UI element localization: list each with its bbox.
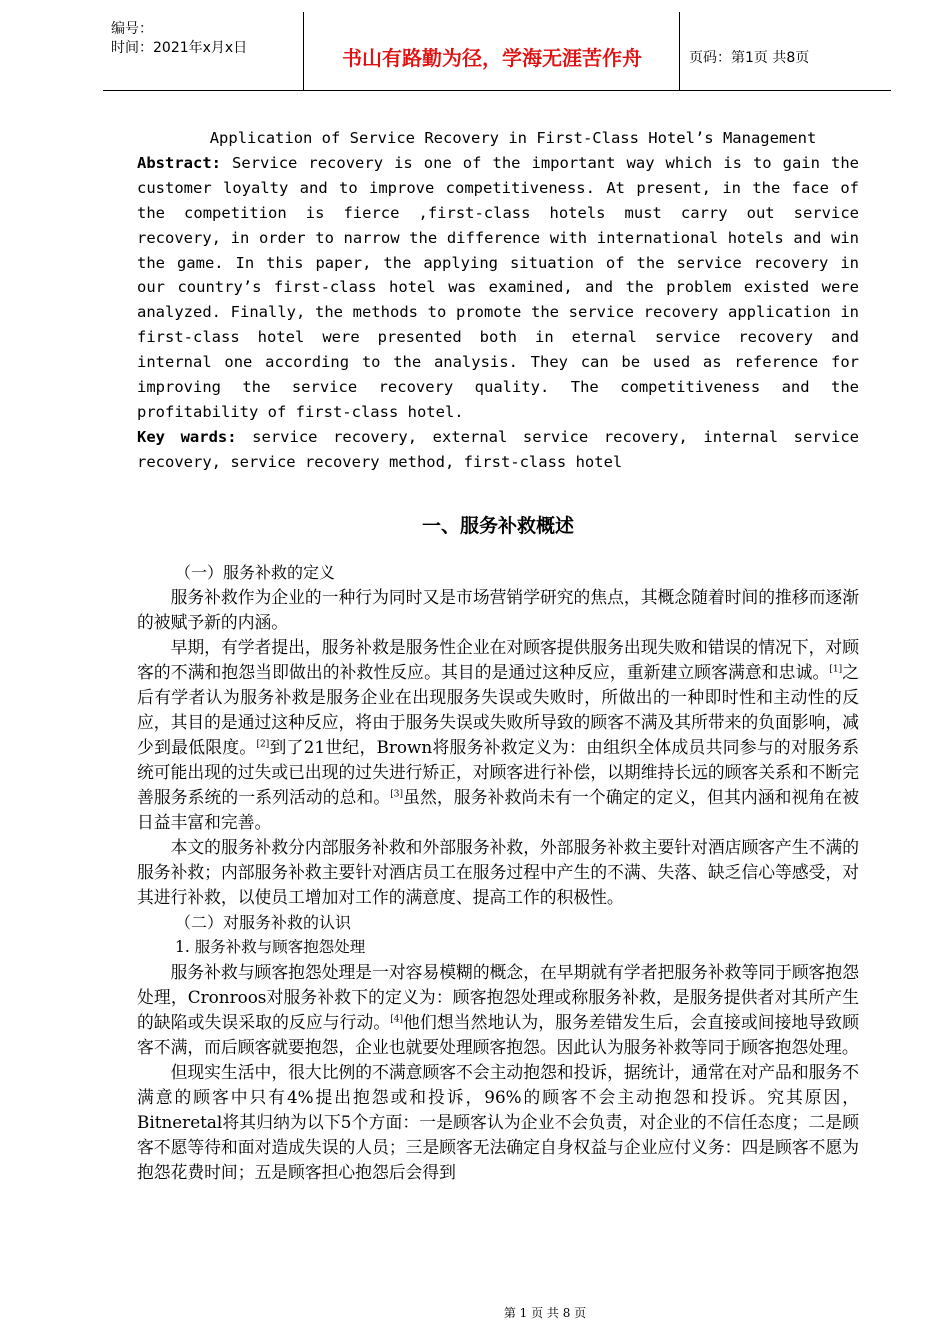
- paragraph: [137, 960, 859, 1060]
- citation: [2]: [256, 739, 270, 750]
- abstract-text: Service recovery is one of the important way which is to gain the customer loyalty and to improve competitiveness. At present, in the face of the competition is fierce ,first-class hotels must carry out service recovery, in order to narrow the difference with international hotels and win the game. In this paper, the applying situation of the service recovery in our country’s first-class hotel was examined, and the problem existed were analyzed. Finally, the methods to promote the service recovery application in first-class hotel were presented both in eternal service recovery and internal one according to the analysis. They can be used as reference for improving the service recovery quality. The competitiveness and the profitability of first-class hotel.: [137, 153, 859, 421]
- header-divider: [303, 12, 304, 90]
- page-header: [103, 12, 891, 91]
- keywords: [137, 425, 859, 475]
- header-meta: [111, 20, 247, 58]
- page-footer: 第 1 页 共 8 页: [503, 1306, 587, 1320]
- number-label: 编号：: [111, 21, 153, 37]
- header-motto: 书山有路勤为径，学海无涯苦作舟: [342, 46, 642, 70]
- header-page-info: 页码：第1页 共8页: [689, 50, 810, 66]
- section-title: 一、服务补救概述: [421, 514, 574, 537]
- english-title: Application of Service Recovery in First-Class Hotel’s Management: [209, 129, 817, 147]
- paragraph-text: 他们想当然地认为，服务差错发生后，会直接或间接地导致顾客不满，而后顾客就要抱怨，企业也就要处理顾客抱怨。因此认为服务补救等同于顾客抱怨处理。: [137, 1011, 859, 1057]
- paragraph-text: 服务补救与顾客抱怨处理是一对容易模糊的概念，在早期就有学者把服务补救等同于顾客抱怨处理，Cronroos对服务补救下的定义为：顾客抱怨处理或称服务补救，是服务提供者对其所产生的缺陷或失误采取的反应与行动。: [137, 961, 859, 1032]
- keywords-text: service recovery, external service recovery, internal service recovery, service recovery method, first-class hotel: [137, 427, 859, 471]
- subsection-title: （一）服务补救的定义: [175, 562, 336, 582]
- paragraph-text: 到了21世纪，Brown将服务补救定义为：由组织全体成员共同参与的对服务系统可能出现的过失或已出现的过失进行矫正，对顾客进行补偿，以期维持长远的顾客关系和不断完善服务系统的一系列活动的总和。: [137, 736, 859, 807]
- paragraph-text: 之后有学者认为服务补救是服务企业在出现服务失误或失败时，所做出的一种即时性和主动性的反应，其目的是通过这种反应，将由于服务失误或失败所导致的顾客不满及其所带来的负面影响，减少到最低限度。: [137, 661, 859, 757]
- time-label: 时间：2021年x月x日: [111, 40, 248, 56]
- citation: [1]: [829, 664, 843, 675]
- paragraph: 但现实生活中，很大比例的不满意顾客不会主动抱怨和投诉，据统计，通常在对产品和服务不满意的顾客中只有4%提出抱怨或和投诉，96%的顾客不会主动抱怨和投诉。究其原因，Bitneretal将其归纳为以下5个方面：一是顾客认为企业不会负责，对企业的不信任态度；二是顾客不愿等待和面对造成失误的人员；三是顾客无法确定自身权益与企业应付义务：四是顾客不愿为抱怨花费时间；五是顾客担心抱怨后会得到: [137, 1061, 859, 1182]
- abstract: [137, 151, 859, 425]
- paragraph-text: 早期，有学者提出，服务补救是服务性企业在对顾客提供服务出现失败和错误的情况下，对顾客的不满和抱怨当即做出的补救性反应。其目的是通过这种反应，重新建立顾客满意和忠诚。: [137, 636, 859, 682]
- citation: [3]: [390, 789, 404, 800]
- subsection-title: （二）对服务补救的认识: [175, 912, 352, 932]
- paragraph: 本文的服务补救分内部服务补救和外部服务补救，外部服务补救主要针对酒店顾客产生不满的服务补救；内部服务补救主要针对酒店员工在服务过程中产生的不满、失落、缺乏信心等感受，对其进行补救，以使员工增加对工作的满意度、提高工作的积极性。: [137, 836, 859, 907]
- paragraph: 服务补救作为企业的一种行为同时又是市场营销学研究的焦点，其概念随着时间的推移而逐渐的被赋予新的内涵。: [137, 586, 859, 632]
- document-body: [137, 126, 859, 1185]
- header-divider: [679, 12, 680, 90]
- paragraph: [137, 635, 859, 835]
- paragraph-text: 虽然，服务补救尚未有一个确定的定义，但其内涵和视角在被日益丰富和完善。: [137, 786, 859, 832]
- keywords-label: Key wards:: [137, 427, 237, 446]
- abstract-label: Abstract:: [137, 153, 221, 172]
- item-title: 1. 服务补救与顾客抱怨处理: [175, 937, 366, 956]
- citation: [4]: [390, 1014, 404, 1025]
